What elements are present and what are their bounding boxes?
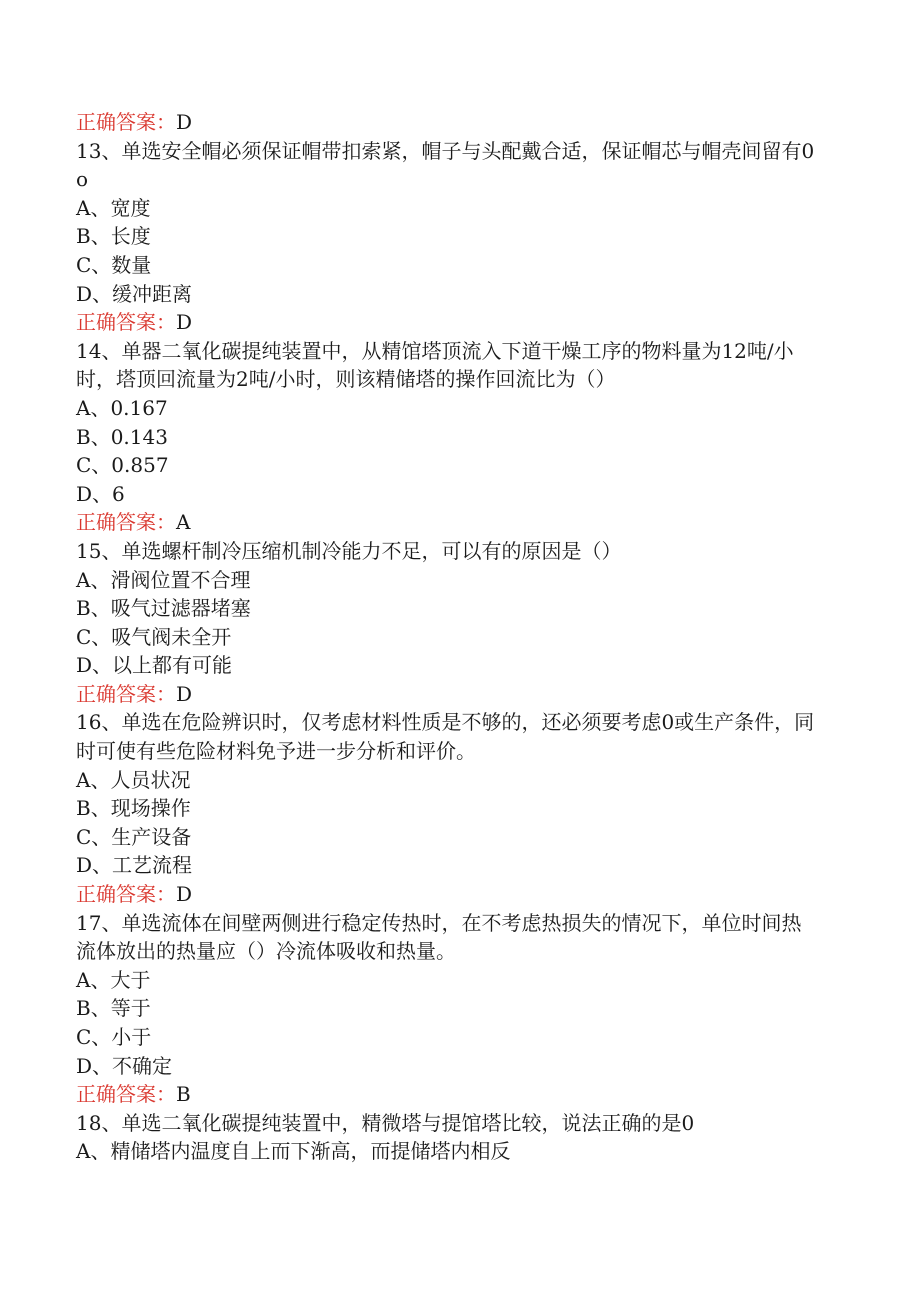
option-a: A、人员状况 xyxy=(76,767,191,792)
option-c: C、吸气阀未全开 xyxy=(76,624,232,649)
answer-line xyxy=(76,108,816,137)
option-a: A、0.167 xyxy=(76,395,168,420)
question-block xyxy=(76,1109,816,1166)
option-d: D、不确定 xyxy=(76,1053,173,1078)
option-c: C、0.857 xyxy=(76,453,169,478)
option-b: B、现场操作 xyxy=(76,796,191,821)
option-a: A、滑阀位置不合理 xyxy=(76,567,251,592)
answer-label: 正确答案： xyxy=(76,1082,176,1107)
option-b: B、等于 xyxy=(76,996,151,1021)
option-b: B、0.143 xyxy=(76,424,168,449)
answer-label: 正确答案： xyxy=(76,882,176,907)
question-text: 15、单选螺杆制冷压缩机制冷能力不足，可以有的原因是（） xyxy=(76,538,622,563)
answer-line xyxy=(76,680,816,709)
answer-label: 正确答案： xyxy=(76,681,176,706)
document-page xyxy=(76,108,816,1166)
answer-label: 正确答案： xyxy=(76,310,176,335)
option-d: D、6 xyxy=(76,481,125,506)
answer-value: D xyxy=(176,110,193,134)
answer-value: D xyxy=(176,310,193,335)
answer-line xyxy=(76,308,816,337)
option-a: A、精储塔内温度自上而下渐高，而提储塔内相反 xyxy=(76,1139,511,1164)
question-text: 17、单选流体在间壁两侧进行稳定传热时，在不考虑热损失的情况下，单位时间热流体放出的热量应（）冷流体吸收和热量。 xyxy=(76,910,802,964)
question-block xyxy=(76,337,816,537)
question-block xyxy=(76,708,816,908)
question-block xyxy=(76,537,816,709)
answer-line xyxy=(76,880,816,909)
option-c: C、数量 xyxy=(76,252,152,277)
answer-value: B xyxy=(176,1082,191,1107)
question-text: 13、单选安全帽必须保证帽带扣索紧，帽子与头配戴合适，保证帽芯与帽壳间留有0o xyxy=(76,138,815,192)
question-text: 18、单选二氧化碳提纯装置中，精微塔与提馆塔比较，说法正确的是0 xyxy=(76,1110,695,1135)
option-c: C、小于 xyxy=(76,1025,152,1049)
answer-value: A xyxy=(176,510,191,535)
option-d: D、缓冲距离 xyxy=(76,281,193,306)
answer-label: 正确答案： xyxy=(76,110,176,134)
question-block xyxy=(76,909,816,1109)
question-block xyxy=(76,137,816,337)
answer-line xyxy=(76,1080,816,1109)
answer-label: 正确答案： xyxy=(76,510,176,535)
option-c: C、生产设备 xyxy=(76,824,192,849)
option-b: B、吸气过滤器堵塞 xyxy=(76,596,251,621)
option-a: A、大于 xyxy=(76,967,151,992)
question-text: 16、单选在危险辨识时，仅考虑材料性质是不够的，还必须要考虑0或生产条件，同时可使有些危险材料免予进一步分析和评价。 xyxy=(76,710,815,764)
option-d: D、以上都有可能 xyxy=(76,653,233,678)
option-a: A、宽度 xyxy=(76,195,151,220)
option-b: B、长度 xyxy=(76,224,151,249)
question-text: 14、单器二氧化碳提纯装置中，从精馆塔顶流入下道干燥工序的物料量为12吨/小时，塔顶回流量为2吨/小时，则该精储塔的操作回流比为（） xyxy=(76,338,794,392)
option-d: D、工艺流程 xyxy=(76,853,193,878)
answer-line xyxy=(76,508,816,537)
answer-value: D xyxy=(176,681,193,706)
answer-value: D xyxy=(176,882,193,907)
